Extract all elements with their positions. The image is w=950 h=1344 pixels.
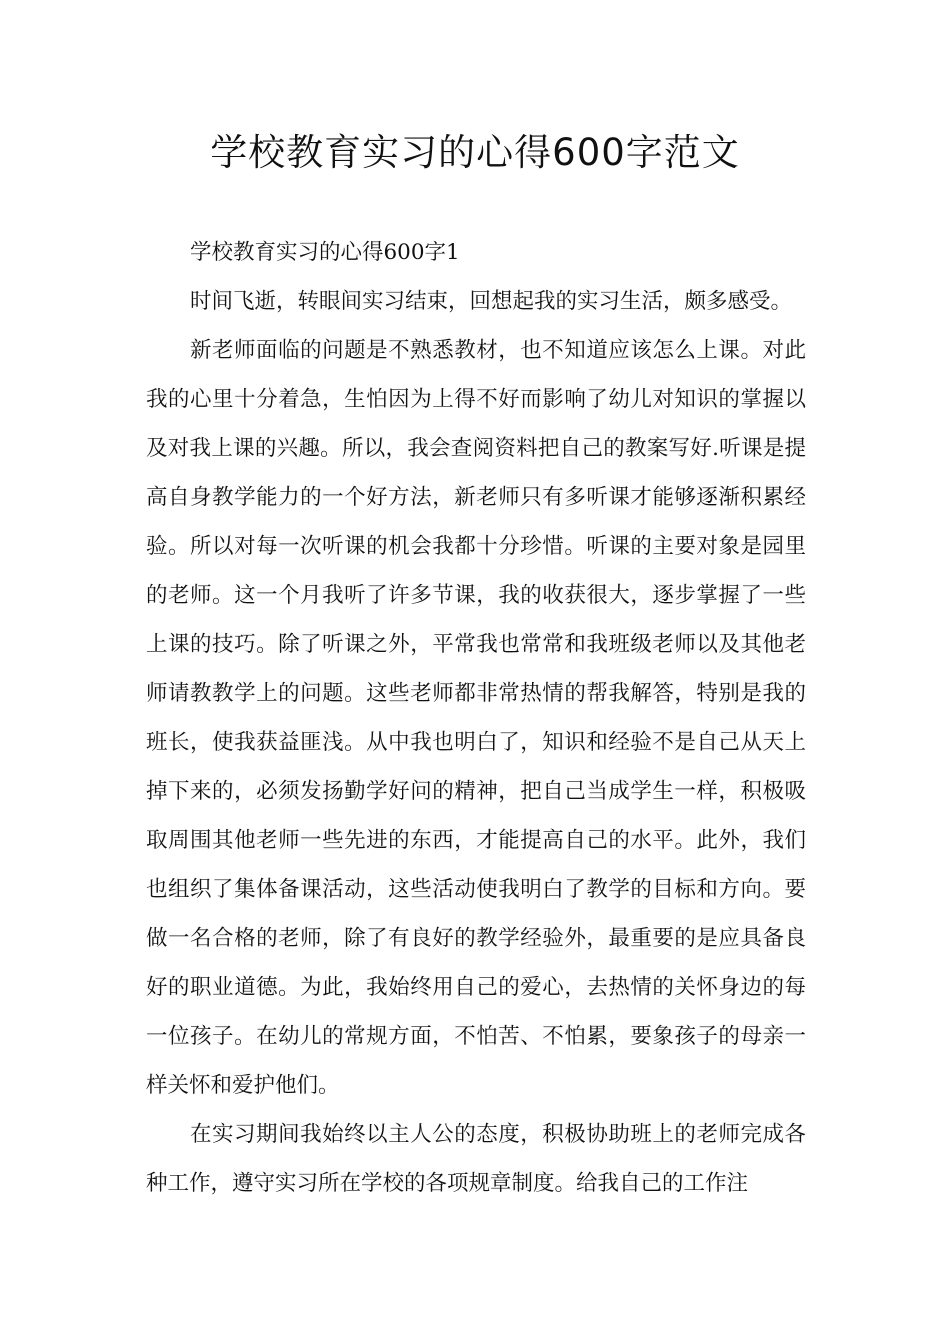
paragraph-main: 新老师面临的问题是不熟悉教材，也不知道应该怎么上课。对此我的心里十分着急，生怕因为上得不好而影响了幼儿对知识的掌握以及对我上课的兴趣。所以，我会查阅资料把自己的教案写好.听课是提高自身教学能力的一个好方法，新老师只有多听课才能够逐渐积累经验。所以对每一次听课的机会我都十分珍惜。听课的主要对象是园里的老师。这一个月我听了许多节课，我的收获很大，逐步掌握了一些上课的技巧。除了听课之外，平常我也常常和我班级老师以及其他老师请教教学上的问题。这些老师都非常热情的帮我解答，特别是我的班长，使我获益匪浅。从中我也明白了，知识和经验不是自己从天上掉下来的，必须发扬勤学好问的精神，把自己当成学生一样，积极吸取周围其他老师一些先进的东西，才能提高自己的水平。此外，我们也组织了集体备课活动，这些活动使我明白了教学的目标和方向。要做一名合格的老师，除了有良好的教学经验外，最重要的是应具备良好的职业道德。为此，我始终用自己的爱心，去热情的关怀身边的每一位孩子。在幼儿的常规方面，不怕苦、不怕累，要象孩子的母亲一样关怀和爱护他们。 xyxy=(146,338,806,1098)
document-body xyxy=(146,228,806,1208)
paragraph-continued: 在实习期间我始终以主人公的态度，积极协助班上的老师完成各种工作，遵守实习所在学校的各项规章制度。给我自己的工作注 xyxy=(146,1122,806,1196)
section-heading: 学校教育实习的心得600字1 xyxy=(190,240,460,265)
paragraph-intro: 时间飞逝，转眼间实习结束，回想起我的实习生活，颇多感受。 xyxy=(190,289,793,314)
document-title: 学校教育实习的心得600字范文 xyxy=(210,131,740,174)
